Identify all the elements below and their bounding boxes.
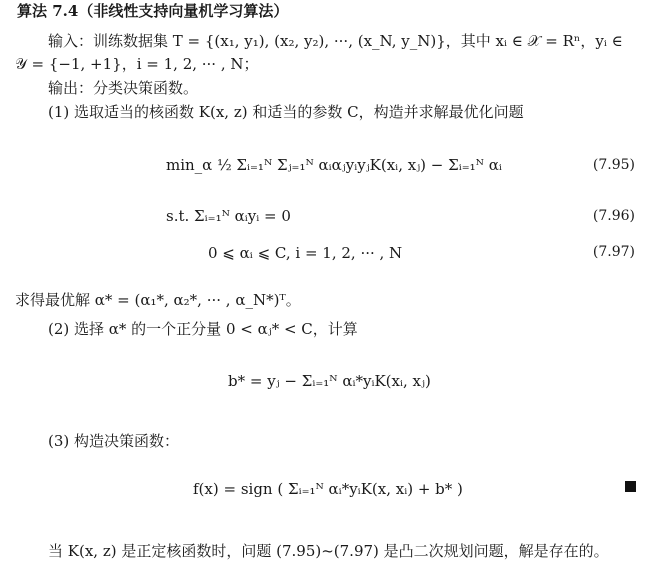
optimal-solution-line: 求得最优解 α* = (α₁*, α₂*, ··· , α_N*)ᵀ。 bbox=[15, 291, 301, 309]
step-3: (3) 构造决策函数： bbox=[48, 432, 180, 450]
equation-7-97: 0 ⩽ αᵢ ⩽ C, i = 1, 2, ··· , N bbox=[208, 244, 403, 262]
equation-7-96: s.t. Σᵢ₌₁ᴺ αᵢyᵢ = 0 bbox=[166, 207, 291, 225]
qed-square-icon bbox=[625, 481, 636, 492]
closing-remark: 当 K(x, z) 是正定核函数时，问题 (7.95)~(7.97) 是凸二次规划问题，解是存在的。 bbox=[48, 542, 609, 560]
equation-b-star: b* = yⱼ − Σᵢ₌₁ᴺ αᵢ*yᵢK(xᵢ, xⱼ) bbox=[228, 372, 431, 390]
input-line-1: 输入：训练数据集 T = {(x₁, y₁), (x₂, y₂), ···, (x_N, y_N)}，其中 xᵢ ∈ 𝒳 = Rⁿ，yᵢ ∈ bbox=[48, 32, 623, 50]
equation-number-7-95: (7.95) bbox=[592, 157, 635, 173]
input-line-2: 𝒴 = {−1, +1}，i = 1, 2, ··· , N； bbox=[15, 55, 259, 73]
equation-7-95: min_α ½ Σᵢ₌₁ᴺ Σⱼ₌₁ᴺ αᵢαⱼyᵢyⱼK(xᵢ, xⱼ) − Σᵢ₌₁ᴺ αᵢ bbox=[166, 156, 502, 174]
equation-number-7-97: (7.97) bbox=[592, 244, 635, 260]
output-line: 输出：分类决策函数。 bbox=[48, 79, 199, 97]
step-2: (2) 选择 α* 的一个正分量 0 < αⱼ* < C，计算 bbox=[48, 320, 358, 338]
step-1: (1) 选取适当的核函数 K(x, z) 和适当的参数 C，构造并求解最优化问题 bbox=[48, 103, 524, 121]
equation-decision-function: f(x) = sign ( Σᵢ₌₁ᴺ αᵢ*yᵢK(x, xᵢ) + b* ) bbox=[193, 480, 463, 498]
equation-number-7-96: (7.96) bbox=[592, 208, 635, 224]
algorithm-title: 算法 7.4（非线性支持向量机学习算法） bbox=[17, 2, 289, 20]
